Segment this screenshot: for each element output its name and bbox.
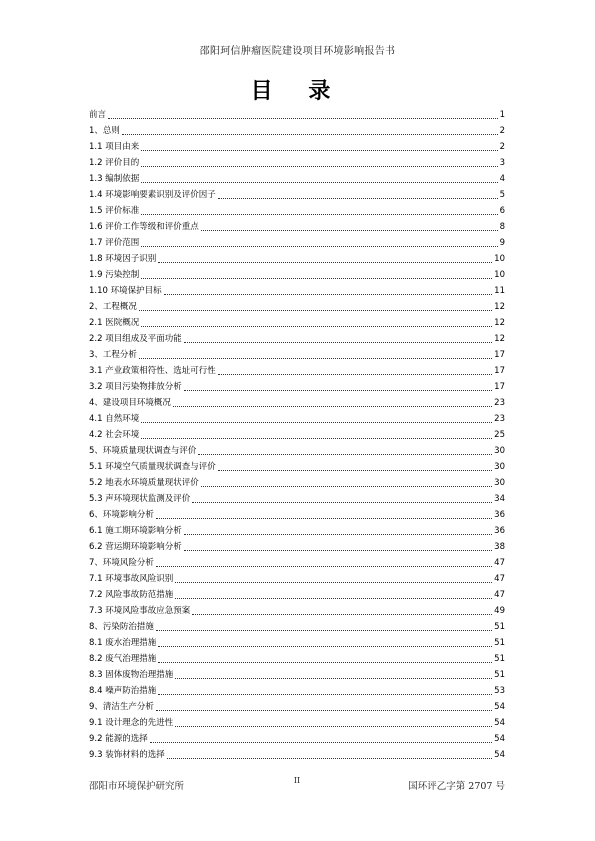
toc-dot-leader	[122, 133, 498, 135]
toc-entry-page: 51	[494, 654, 505, 664]
toc-entry-page: 12	[494, 318, 505, 328]
toc-dot-leader	[175, 725, 492, 727]
toc-entry[interactable]	[89, 283, 505, 299]
toc-entry-page: 5	[499, 190, 505, 200]
toc-entry-page: 30	[494, 446, 505, 456]
toc-dot-leader	[184, 389, 492, 391]
toc-dot-leader	[192, 613, 492, 615]
toc-dot-leader	[218, 373, 492, 375]
toc-entry[interactable]	[89, 683, 505, 699]
toc-entry[interactable]	[89, 459, 505, 475]
toc-dot-leader	[175, 597, 492, 599]
toc-entry[interactable]	[89, 203, 505, 219]
toc-dot-leader	[141, 165, 497, 167]
toc-entry-label: 前言	[89, 110, 107, 120]
toc-entry-label: 7.2 风险事故防范措施	[89, 590, 174, 600]
toc-entry[interactable]	[89, 699, 505, 715]
toc-entry-label: 6.1 施工期环境影响分析	[89, 526, 182, 536]
toc-dot-leader	[158, 693, 492, 695]
toc-entry[interactable]	[89, 587, 505, 603]
toc-entry[interactable]	[89, 651, 505, 667]
toc-entry-page: 8	[499, 222, 505, 232]
toc-entry[interactable]	[89, 363, 505, 379]
toc-entry[interactable]	[89, 187, 505, 203]
toc-dot-leader	[201, 485, 492, 487]
toc-entry[interactable]	[89, 171, 505, 187]
toc-entry[interactable]	[89, 315, 505, 331]
toc-entry-label: 8.1 废水治理措施	[89, 638, 157, 648]
toc-dot-leader	[108, 117, 498, 119]
toc-dot-leader	[141, 181, 497, 183]
toc-entry-page: 9	[499, 238, 505, 248]
toc-dot-leader	[158, 645, 492, 647]
toc-entry-page: 2	[499, 126, 505, 136]
toc-entry-label: 1.5 评价标准	[89, 206, 140, 216]
toc-entry-label: 1.3 编制依据	[89, 174, 140, 184]
toc-dot-leader	[156, 565, 492, 567]
toc-entry-page: 10	[494, 254, 505, 264]
toc-entry-label: 4、建设项目环境概况	[89, 398, 171, 408]
toc-entry-label: 4.1 自然环境	[89, 414, 140, 424]
toc-dot-leader	[141, 277, 492, 279]
toc-entry-label: 7、环境风险分析	[89, 558, 154, 568]
toc-entry-label: 2.1 医院概况	[89, 318, 140, 328]
toc-dot-leader	[175, 677, 492, 679]
toc-entry[interactable]	[89, 635, 505, 651]
toc-entry[interactable]	[89, 267, 505, 283]
toc-entry[interactable]	[89, 555, 505, 571]
toc-entry-page: 10	[494, 270, 505, 280]
toc-entry-page: 17	[494, 350, 505, 360]
toc-entry-page: 54	[494, 702, 505, 712]
toc-dot-leader	[184, 533, 492, 535]
toc-entry[interactable]	[89, 539, 505, 555]
toc-dot-leader	[141, 325, 492, 327]
toc-dot-leader	[156, 517, 492, 519]
toc-entry-label: 8.4 噪声防治措施	[89, 686, 157, 696]
toc-entry-label: 6.2 营运期环境影响分析	[89, 542, 182, 552]
toc-entry[interactable]	[89, 427, 505, 443]
toc-entry[interactable]	[89, 379, 505, 395]
toc-list	[89, 107, 505, 763]
toc-entry-label: 9.3 装饰材料的选择	[89, 750, 165, 760]
toc-dot-leader	[156, 709, 492, 711]
toc-entry-label: 7.3 环境风险事故应急预案	[89, 606, 191, 616]
toc-entry-page: 25	[494, 430, 505, 440]
toc-entry-page: 12	[494, 302, 505, 312]
toc-entry-label: 9、清洁生产分析	[89, 702, 154, 712]
toc-entry-label: 1.10 环境保护目标	[89, 286, 162, 296]
toc-entry-page: 17	[494, 382, 505, 392]
toc-entry-label: 3.1 产业政策相符性、选址可行性	[89, 366, 216, 376]
toc-entry-page: 34	[494, 494, 505, 504]
toc-entry-page: 47	[494, 574, 505, 584]
toc-entry-label: 6、环境影响分析	[89, 510, 154, 520]
toc-entry[interactable]	[89, 299, 505, 315]
toc-entry-page: 54	[494, 734, 505, 744]
toc-entry[interactable]	[89, 475, 505, 491]
toc-dot-leader	[158, 661, 492, 663]
toc-dot-leader	[164, 293, 493, 295]
toc-entry-label: 8.2 废气治理措施	[89, 654, 157, 664]
toc-entry[interactable]	[89, 235, 505, 251]
toc-entry-page: 3	[499, 158, 505, 168]
toc-dot-leader	[141, 437, 492, 439]
toc-entry[interactable]	[89, 139, 505, 155]
toc-entry-label: 1.6 评价工作等级和评价重点	[89, 222, 199, 232]
toc-entry-page: 36	[494, 526, 505, 536]
toc-dot-leader	[175, 581, 492, 583]
toc-entry-page: 12	[494, 334, 505, 344]
page-number: II	[293, 776, 301, 785]
toc-title: 目 录	[250, 79, 345, 104]
toc-entry-label: 9.2 能源的选择	[89, 734, 148, 744]
toc-dot-leader	[150, 741, 492, 743]
toc-dot-leader	[218, 197, 498, 199]
toc-entry[interactable]	[89, 155, 505, 171]
toc-entry[interactable]	[89, 731, 505, 747]
toc-dot-leader	[184, 549, 492, 551]
toc-dot-leader	[218, 469, 492, 471]
toc-dot-leader	[139, 309, 492, 311]
toc-dot-leader	[192, 501, 492, 503]
toc-entry-label: 8.3 固体废物治理措施	[89, 670, 174, 680]
toc-entry[interactable]	[89, 251, 505, 267]
toc-entry-label: 4.2 社会环境	[89, 430, 140, 440]
toc-entry[interactable]	[89, 667, 505, 683]
toc-entry-label: 5.3 声环境现状监测及评价	[89, 494, 191, 504]
toc-entry-label: 9.1 设计理念的先进性	[89, 718, 174, 728]
footer-license-number: 国环评乙字第 2707 号	[408, 781, 505, 792]
toc-entry-page: 38	[494, 542, 505, 552]
toc-entry-label: 1.2 评价目的	[89, 158, 140, 168]
toc-entry-page: 30	[494, 462, 505, 472]
toc-entry-label: 8、污染防治措施	[89, 622, 154, 632]
toc-entry[interactable]	[89, 619, 505, 635]
toc-entry-label: 2、工程概况	[89, 302, 137, 312]
toc-entry-page: 54	[494, 750, 505, 760]
toc-entry[interactable]	[89, 507, 505, 523]
toc-entry-page: 30	[494, 478, 505, 488]
toc-dot-leader	[141, 421, 492, 423]
toc-entry-page: 47	[494, 590, 505, 600]
toc-entry-label: 1.9 污染控制	[89, 270, 140, 280]
toc-entry-page: 51	[494, 670, 505, 680]
running-header: 邵阳珂信肿瘤医院建设项目环境影响报告书	[199, 46, 396, 57]
page-footer	[89, 778, 505, 792]
toc-entry-page: 2	[499, 142, 505, 152]
toc-entry-page: 6	[499, 206, 505, 216]
toc-entry-page: 51	[494, 638, 505, 648]
toc-entry[interactable]	[89, 347, 505, 363]
toc-entry-page: 4	[499, 174, 505, 184]
toc-entry-page: 23	[494, 414, 505, 424]
toc-entry-page: 51	[494, 622, 505, 632]
toc-entry[interactable]	[89, 123, 505, 139]
toc-entry-page: 54	[494, 718, 505, 728]
toc-entry[interactable]	[89, 395, 505, 411]
toc-entry[interactable]	[89, 411, 505, 427]
toc-entry-label: 1.1 项目由来	[89, 142, 140, 152]
toc-entry-page: 23	[494, 398, 505, 408]
toc-entry[interactable]	[89, 523, 505, 539]
toc-dot-leader	[141, 245, 497, 247]
toc-entry-label: 5.1 环境空气质量现状调查与评价	[89, 462, 216, 472]
toc-dot-leader	[173, 405, 492, 407]
toc-entry[interactable]	[89, 571, 505, 587]
toc-entry[interactable]	[89, 443, 505, 459]
toc-dot-leader	[158, 261, 492, 263]
toc-dot-leader	[184, 341, 492, 343]
toc-entry-label: 1、总则	[89, 126, 120, 136]
toc-entry-label: 3.2 项目污染物排放分析	[89, 382, 182, 392]
toc-entry-page: 17	[494, 366, 505, 376]
toc-dot-leader	[141, 213, 497, 215]
toc-dot-leader	[198, 453, 492, 455]
toc-entry-label: 1.8 环境因子识别	[89, 254, 157, 264]
toc-entry-label: 5、环境质量现状调查与评价	[89, 446, 197, 456]
toc-dot-leader	[201, 229, 498, 231]
toc-entry-label: 1.4 环境影响要素识别及评价因子	[89, 190, 216, 200]
toc-entry-label: 1.7 评价范围	[89, 238, 140, 248]
toc-entry-label: 2.2 项目组成及平面功能	[89, 334, 182, 344]
toc-entry[interactable]	[89, 219, 505, 235]
toc-entry-label: 7.1 环境事故风险识别	[89, 574, 174, 584]
toc-dot-leader	[167, 757, 492, 759]
toc-entry-label: 5.2 地表水环境质量现状评价	[89, 478, 199, 488]
toc-entry-page: 11	[494, 286, 505, 296]
toc-entry[interactable]	[89, 747, 505, 763]
toc-entry[interactable]	[89, 603, 505, 619]
toc-entry-page: 49	[494, 606, 505, 616]
toc-entry-page: 1	[499, 110, 505, 120]
toc-entry-label: 3、工程分析	[89, 350, 137, 360]
toc-entry-page: 36	[494, 510, 505, 520]
toc-entry-page: 53	[494, 686, 505, 696]
toc-entry[interactable]	[89, 331, 505, 347]
toc-dot-leader	[141, 149, 497, 151]
toc-entry[interactable]	[89, 107, 505, 123]
toc-dot-leader	[156, 629, 492, 631]
toc-entry[interactable]	[89, 491, 505, 507]
footer-organization: 邵阳市环境保护研究所	[89, 781, 185, 792]
toc-entry-page: 47	[494, 558, 505, 568]
toc-dot-leader	[139, 357, 492, 359]
toc-entry[interactable]	[89, 715, 505, 731]
